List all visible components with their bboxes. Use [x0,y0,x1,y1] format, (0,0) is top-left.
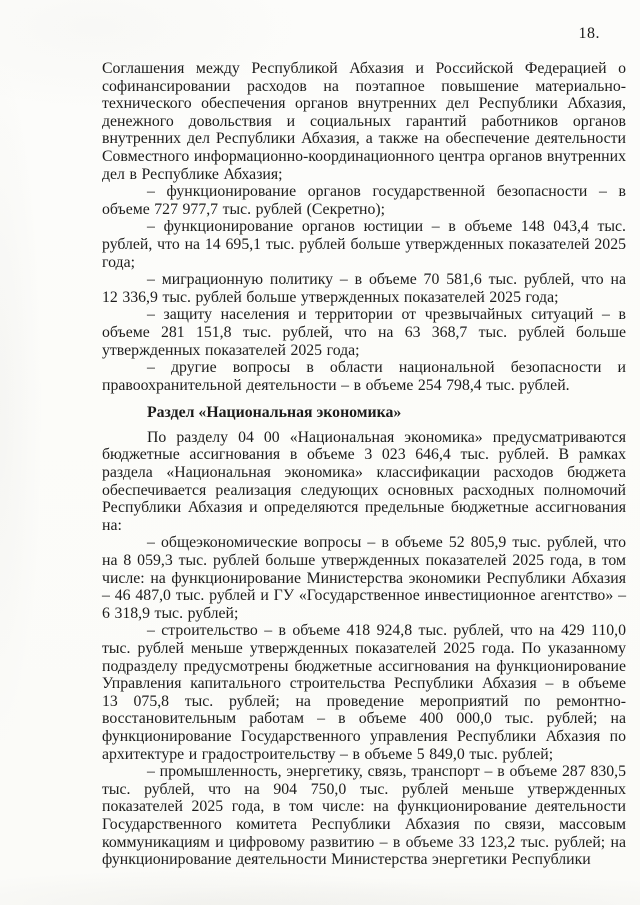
list-item-justice-bodies: – функционирование органов юстиции – в объеме 148 043,4 тыс. рублей, что на 14 695,1 тыс. рублей больше утвержденных показателей 2025 года; [102,218,626,271]
list-item-other-national-security: – другие вопросы в области национальной безопасности и правоохранительной деятельности – в объеме 254 798,4 тыс. рублей. [102,359,626,394]
page-number: 18. [578,25,600,42]
list-item-emergency-protection: – защиту населения и территории от чрезвычайных ситуаций – в объеме 281 151,8 тыс. рублей, что на 63 368,7 тыс. рублей больше утвержденных показателей 2025 года; [102,306,626,359]
section-heading-national-economy: Раздел «Национальная экономика» [147,404,402,422]
paragraph-national-economy-overview: По разделу 04 00 «Национальная экономика» предусматриваются бюджетные ассигнования в объеме 3 023 646,4 тыс. рублей. В рамках раздела «Национальная экономика» классификации расходов бюджета обеспечивается реализация следующих основных расходных полномочий Республики Абхазия и определяются предельные бюджетные ассигнования на: [102,428,626,534]
list-item-migration-policy: – миграционную политику – в объеме 70 581,6 тыс. рублей, что на 12 336,9 тыс. рублей больше утвержденных показателей 2025 года; [102,271,626,306]
paragraph-agreement-continuation: Соглашения между Республикой Абхазия и Российской Федерацией о софинансировании расходов на поэтапное повышение материально-технического обеспечения органов внутренних дел Республики Абхазия, денежного довольствия и социальных гарантий работников органов внутренних дел Республики Абхазия, а также на обеспечение деятельности Совместного информационно-координационного центра органов внутренних дел в Республике Абхазия; [102,60,626,183]
list-item-industry-energy-transport: – промышленность, энергетику, связь, транспорт – в объеме 287 830,5 тыс. рублей, что на 904 750,0 тыс. рублей меньше утвержденных показателей 2025 года, в том числе: на функционирование деятельности Государственного комитета Республики Абхазия по связи, массовым коммуникациям и цифровому развитию – в объеме 33 123,2 тыс. рублей; на функционирование деятельности Министерства энергетики Республики [102,763,626,869]
list-item-state-security: – функционирование органов государственной безопасности – в объеме 727 977,7 тыс. рублей (Секретно); [102,183,626,218]
list-item-construction: – строительство – в объеме 418 924,8 тыс. рублей, что на 429 110,0 тыс. рублей меньше утвержденных показателей 2025 года. По указанному подразделу предусмотрены бюджетные ассигнования на функционирование Управления капитального строительства Республики Абхазия – в объеме 13 075,8 тыс. рублей; на проведение мероприятий по ремонтно-восстановительным работам – в объеме 400 000,0 тыс. рублей; на функционирование Государственного управления Республики Абхазия по архитектуре и градостроительству – в объеме 5 849,0 тыс. рублей; [102,622,626,763]
document-body [102,60,626,869]
list-item-general-economic-issues: – общеэкономические вопросы – в объеме 52 805,9 тыс. рублей, что на 8 059,3 тыс. рублей больше утвержденных показателей 2025 года, в том числе: на функционирование Министерства экономики Республики Абхазия – 46 487,0 тыс. рублей и ГУ «Государственное инвестиционное агентство» – 6 318,9 тыс. рублей; [102,534,626,622]
